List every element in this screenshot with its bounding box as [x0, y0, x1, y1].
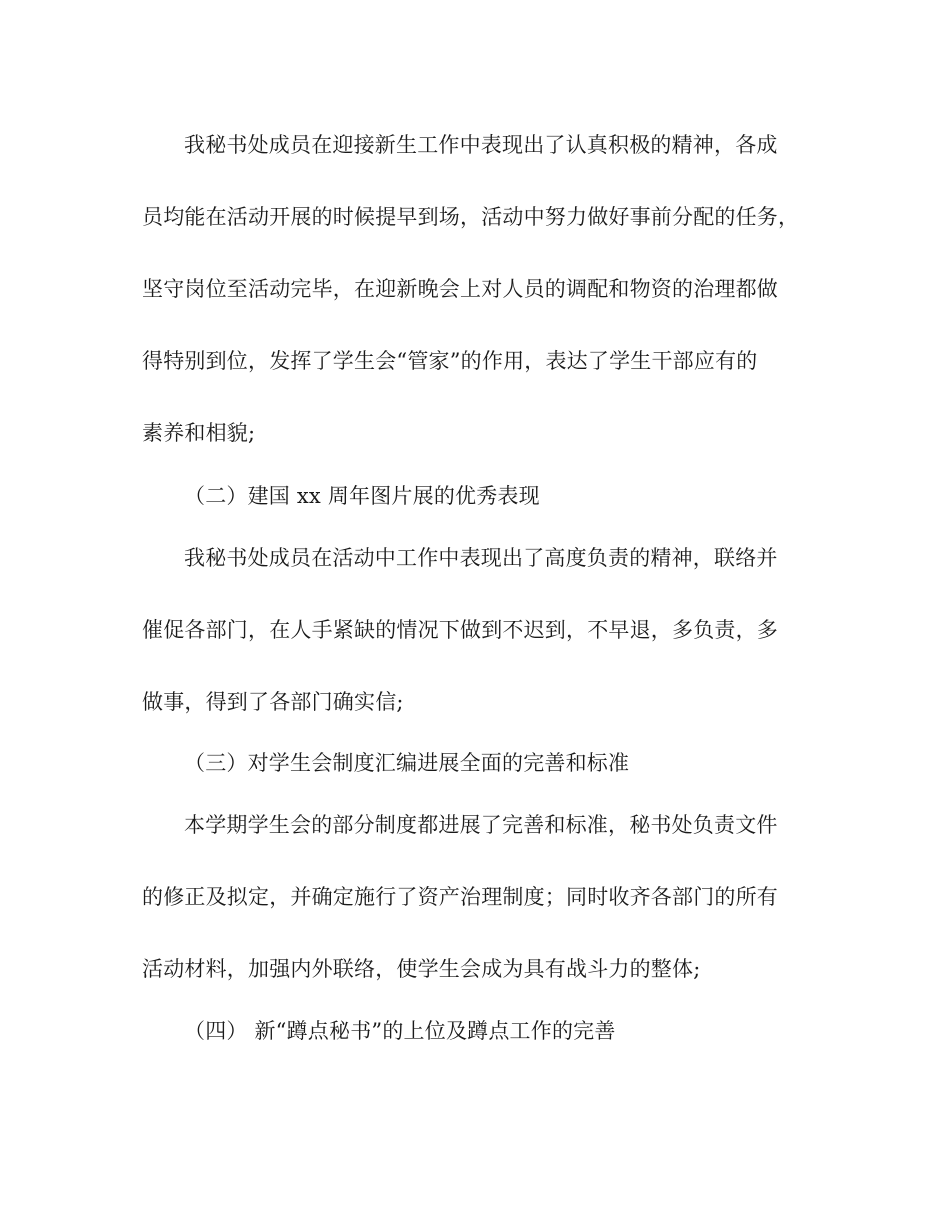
paragraph-1-line-2: 员均能在活动开展的时候提早到场，活动中努力做好事前分配的任务，: [142, 205, 800, 229]
paragraph-1-line-5: 素养和相貌;: [142, 421, 256, 445]
paragraph-1-line-3: 坚守岗位至活动完毕，在迎新晚会上对人员的调配和物资的治理都做: [142, 277, 778, 301]
paragraph-2-line-1: 我秘书处成员在活动中工作中表现出了高度负责的精神，联络并: [184, 546, 778, 570]
paragraph-2-line-2: 催促各部门，在人手紧缺的情况下做到不迟到，不早退，多负责，多: [142, 618, 778, 642]
paragraph-3-line-1: 本学期学生会的部分制度都进展了完善和标准，秘书处负责文件: [184, 813, 778, 837]
paragraph-1-line-4: 得特别到位，发挥了学生会“管家”的作用，表达了学生干部应有的: [142, 349, 758, 373]
paragraph-2-line-3: 做事，得到了各部门确实信;: [142, 690, 404, 714]
section-heading-2: （二）建国 xx 周年图片展的优秀表现: [184, 484, 540, 508]
paragraph-3-line-3: 活动材料，加强内外联络，使学生会成为具有战斗力的整体;: [142, 957, 701, 981]
section-heading-3: （三）对学生会制度汇编进展全面的完善和标准: [184, 751, 630, 775]
section-heading-4: （四） 新“蹲点秘书”的上位及蹲点工作的完善: [184, 1019, 616, 1043]
paragraph-3-line-2: 的修正及拟定，并确定施行了资产治理制度；同时收齐各部门的所有: [142, 885, 778, 909]
paragraph-1-line-1: 我秘书处成员在迎接新生工作中表现出了认真积极的精神，各成: [184, 133, 778, 157]
